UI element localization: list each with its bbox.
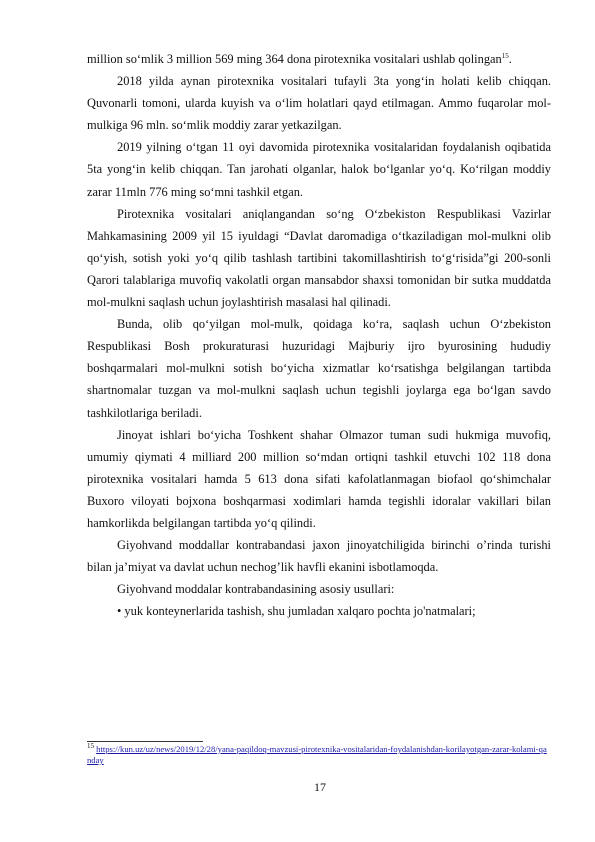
footnote: [87, 744, 551, 766]
page-number: 17: [314, 780, 326, 794]
body-text: [87, 48, 551, 622]
paragraph-7: Giyohvand moddallar kontrabandasi jaxon jinoyatchiligida birinchi o’rinda turishi bilan ja’miyat va davlat uchun nechog’lik havfli ekanini isbotlamoqda.: [87, 538, 551, 575]
paragraph-5: Bunda, olib qo‘yilgan mol-mulk, qoidaga ko‘ra, saqlash uchun O‘zbekiston Respublikasi Bosh prokuraturasi huzuridagi Majburiy ijro byurosining hududiy boshqarmalari mol-mulkni sotish bo‘yicha xizmatlar ko‘rsatishga belgilangan tartibda shartnomalar tuzgan va mol-mulkni saqlash uchun tegishli joylarga ega bo‘lgan savdo tashkilotlariga beriladi.: [87, 317, 551, 420]
footnote-link[interactable]: https://kun.uz/uz/news/2019/12/28/yana-paqildoq-mavzusi-pirotexnika-vositalaridan-foydalanishdan-korilayotgan-zarar-kolami-qanday: [87, 744, 547, 766]
paragraph-1-tail: .: [508, 52, 512, 66]
footnote-number: 15: [87, 742, 94, 751]
paragraph-1-text: million so‘mlik 3 million 569 ming 364 dona pirotexnika vositalari ushlab qolingan: [87, 52, 502, 66]
bullet-item: • yuk konteynerlarida tashish, shu jumladan xalqaro pochta jo'natmalari;: [117, 604, 476, 619]
paragraph-8: Giyohvand moddalar kontrabandasining asosiy usullari:: [117, 582, 395, 597]
paragraph-4: Pirotexnika vositalari aniqlangandan so‘ng O‘zbekiston Respublikasi Vazirlar Mahkamasining 2009 yil 15 iyuldagi “Davlat daromadiga o‘tkaziladigan mol-mulkni olib qo‘yish, sotish yoki yo‘q qilib tashlash tartibini takomillashtirish to‘g‘risida”gi 200-sonli Qarori talablariga muvofiq vakolatli organ mansabdor shaxsi tomonidan bir sutka muddatda mol-mulkni saqlash uchun joylashtirish masalasi hal qilinadi.: [87, 206, 551, 310]
paragraph-2: 2018 yilda aynan pirotexnika vositalari tufayli 3ta yong‘in holati kelib chiqqan. Quvonarli tomoni, ularda kuyish va o‘lim holatlari qayd etilmagan. Ammo fuqarolar mol-mulkiga 96 mln. so‘mlik moddiy zarar yetkazilgan.: [87, 74, 551, 133]
paragraph-3: 2019 yilning o‘tgan 11 oyi davomida pirotexnika vositalaridan foydalanish oqibatida 5ta yong‘in kelib chiqqan. Tan jarohati olganlar, halok bo‘lganlar yo‘q. Ko‘rilgan moddiy zarar 11mln 776 ming so‘mni tashkil etgan.: [87, 140, 551, 199]
paragraph-1: [87, 48, 551, 70]
footnote-divider: [87, 741, 203, 742]
paragraph-6: Jinoyat ishlari bo‘yicha Toshkent shahar Olmazor tuman sudi hukmiga muvofiq, umumiy qiymati 4 milliard 200 million so‘mdan ortiqni tashkil etuvchi 102 118 dona pirotexnika vositalari hamda 5 613 dona sifati kafolatlanmagan biofaol qo‘shimchalar Buxoro viloyati bojxona boshqarmasi xodimlari hamda tegishli idoralar vakillari bilan hamkorlikda belgilangan tartibda yo‘q qilindi.: [87, 427, 551, 530]
footnote-reference[interactable]: 15: [501, 51, 509, 60]
